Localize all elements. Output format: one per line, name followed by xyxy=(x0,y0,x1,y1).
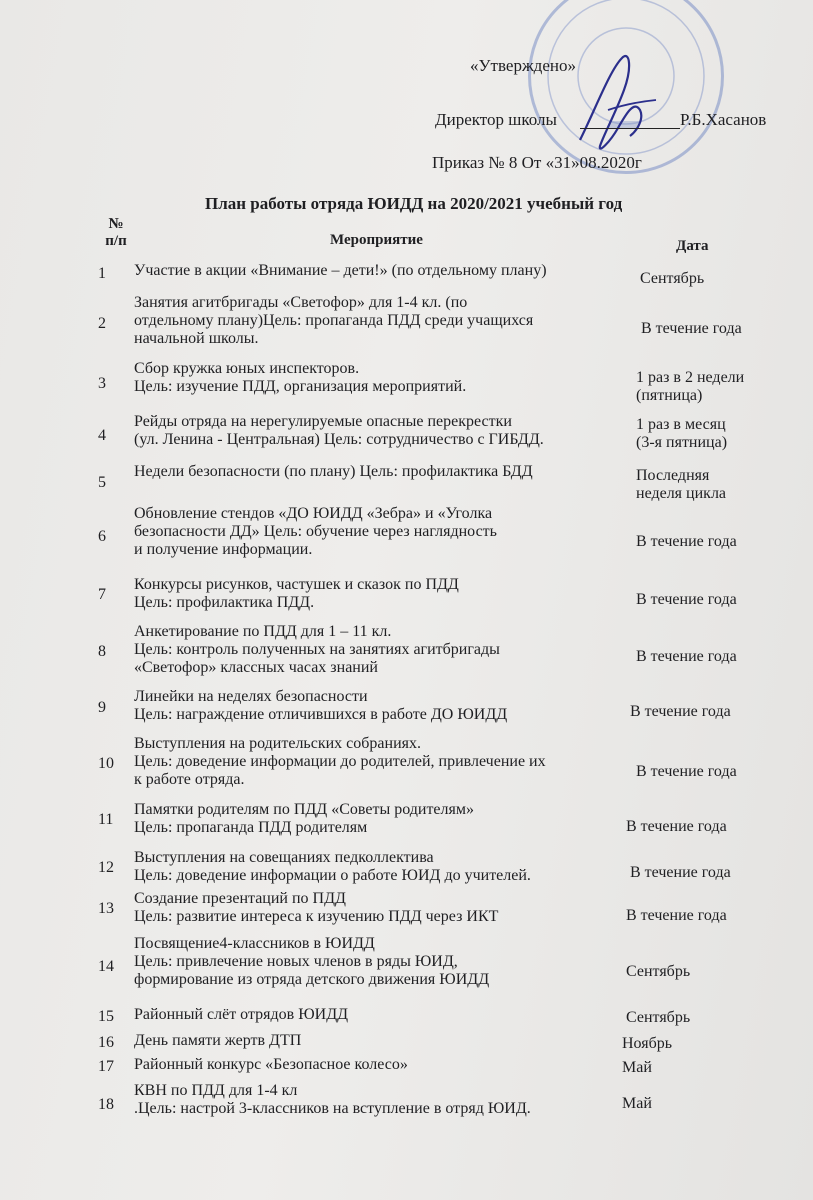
event-line: Создание презентаций по ПДД xyxy=(134,890,346,907)
event-line: День памяти жертв ДТП xyxy=(134,1032,302,1049)
row-number: 1 xyxy=(98,265,106,282)
date-line: В течение года xyxy=(626,818,727,835)
row-number: 11 xyxy=(98,811,114,828)
event-line: Сбор кружка юных инспекторов. xyxy=(134,360,360,377)
row-event xyxy=(134,294,614,348)
row-date xyxy=(636,648,737,666)
date-line: В течение года xyxy=(630,703,731,720)
event-line: отдельному плану)Цель: пропаганда ПДД среди учащихся xyxy=(134,312,534,329)
event-line: Выступления на родительских собраниях. xyxy=(134,735,421,752)
event-line: Цель: изучение ПДД, организация мероприятий. xyxy=(134,378,467,395)
row-event xyxy=(134,1056,614,1074)
event-line: Цель: награждение отличившихся в работе ДО ЮИДД xyxy=(134,706,508,723)
table-row xyxy=(0,360,813,410)
event-line: .Цель: настрой 3-классников на вступление в отряд ЮИД. xyxy=(134,1100,531,1117)
date-line: Май xyxy=(622,1095,652,1112)
date-line: Сентябрь xyxy=(626,1009,691,1026)
date-line: 1 раз в 2 недели xyxy=(636,369,745,386)
row-event xyxy=(134,413,614,449)
date-line: (3-я пятница) xyxy=(636,434,728,451)
event-line: Посвящение4-классников в ЮИДД xyxy=(134,935,375,952)
event-line: к работе отряда. xyxy=(134,771,245,788)
table-row xyxy=(0,890,813,930)
row-date xyxy=(636,369,744,405)
row-date xyxy=(636,591,737,609)
row-date xyxy=(636,763,737,781)
row-number: 12 xyxy=(98,859,114,876)
signature-line xyxy=(580,128,680,129)
row-event xyxy=(134,735,614,789)
table-row xyxy=(0,262,813,288)
row-date xyxy=(641,320,742,338)
table-row xyxy=(0,1032,813,1056)
row-event xyxy=(134,935,614,989)
row-number: 16 xyxy=(98,1034,114,1051)
date-line: В течение года xyxy=(636,763,737,780)
row-event xyxy=(134,262,614,280)
director-label: Директор школы xyxy=(435,110,557,129)
table-row xyxy=(0,623,813,683)
row-number: 17 xyxy=(98,1058,114,1075)
header-number: № п/п xyxy=(105,216,127,249)
event-line: Памятки родителям по ПДД «Советы родителям» xyxy=(134,801,474,818)
table-row xyxy=(0,1056,813,1080)
event-line: и получение информации. xyxy=(134,541,313,558)
row-number: 15 xyxy=(98,1008,114,1025)
table-row xyxy=(0,735,813,795)
table-row xyxy=(0,1006,813,1030)
row-date xyxy=(636,467,726,503)
row-date xyxy=(630,703,731,721)
date-line: В течение года xyxy=(626,907,727,924)
director-name: Р.Б.Хасанов xyxy=(680,110,767,129)
row-date xyxy=(626,963,690,981)
date-line: В течение года xyxy=(636,533,737,550)
event-line: Цель: профилактика ПДД. xyxy=(134,594,315,611)
row-event xyxy=(134,505,614,559)
event-line: Линейки на неделях безопасности xyxy=(134,688,368,705)
date-line: В течение года xyxy=(641,320,742,337)
date-line: В течение года xyxy=(630,864,731,881)
row-event xyxy=(134,1032,614,1050)
row-date xyxy=(622,1059,652,1077)
event-line: Цель: развитие интереса к изучению ПДД через ИКТ xyxy=(134,908,499,925)
header-date: Дата xyxy=(676,238,709,254)
table-row xyxy=(0,688,813,730)
row-number: 3 xyxy=(98,375,106,392)
table-row xyxy=(0,505,813,571)
table-row xyxy=(0,1082,813,1130)
row-number: 9 xyxy=(98,699,106,716)
row-date xyxy=(626,1009,690,1027)
table-row xyxy=(0,413,813,461)
row-date xyxy=(630,864,731,882)
order-reference: Приказ № 8 От «31»08.2020г xyxy=(432,153,642,172)
event-line: формирование из отряда детского движения ЮИДД xyxy=(134,971,490,988)
date-line: (пятница) xyxy=(636,387,703,404)
event-line: Цель: доведение информации до родителей, привлечение их xyxy=(134,753,546,770)
row-event xyxy=(134,688,614,724)
date-line: Сентябрь xyxy=(640,270,705,287)
event-line: Районный слёт отрядов ЮИДД xyxy=(134,1006,349,1023)
director-signature xyxy=(560,50,680,160)
event-line: (ул. Ленина - Центральная) Цель: сотрудничество с ГИБДД. xyxy=(134,431,544,448)
row-date xyxy=(626,818,727,836)
date-line: В течение года xyxy=(636,591,737,608)
table-row xyxy=(0,463,813,505)
event-line: Участие в акции «Внимание – дети!» (по отдельному плану) xyxy=(134,262,547,279)
date-line: Май xyxy=(622,1059,652,1076)
document-title: План работы отряда ЮИДД на 2020/2021 учебный год xyxy=(205,194,623,213)
date-line: В течение года xyxy=(636,648,737,665)
row-number: 14 xyxy=(98,957,114,975)
row-event xyxy=(134,623,614,677)
event-line: Конкурсы рисунков, частушек и сказок по ПДД xyxy=(134,576,459,593)
table-row xyxy=(0,294,813,356)
row-event xyxy=(134,576,614,612)
row-date xyxy=(622,1035,672,1053)
date-line: Последняя xyxy=(636,467,710,484)
event-line: Выступления на совещаниях педколлектива xyxy=(134,849,434,866)
date-line: неделя цикла xyxy=(636,485,727,502)
event-line: «Светофор» классных часах знаний xyxy=(134,659,378,676)
event-line: Цель: доведение информации о работе ЮИД до учителей. xyxy=(134,867,531,884)
row-date xyxy=(626,907,727,925)
row-number: 4 xyxy=(98,427,106,444)
date-line: Сентябрь xyxy=(626,963,691,980)
event-line: Недели безопасности (по плану) Цель: профилактика БДД xyxy=(134,463,533,480)
row-number: 6 xyxy=(98,528,106,545)
row-number: 7 xyxy=(98,586,106,603)
row-event xyxy=(134,849,614,885)
event-line: Анкетирование по ПДД для 1 – 11 кл. xyxy=(134,623,392,640)
row-number: 10 xyxy=(98,755,114,772)
row-event xyxy=(134,1006,614,1024)
row-number: 5 xyxy=(98,474,106,491)
row-number: 13 xyxy=(98,900,114,917)
event-line: начальной школы. xyxy=(134,330,259,347)
event-line: Рейды отряда на нерегулируемые опасные перекрестки xyxy=(134,413,512,430)
header-event: Мероприятие xyxy=(330,232,423,248)
row-date xyxy=(636,533,737,551)
row-event xyxy=(134,463,614,481)
event-line: Районный конкурс «Безопасное колесо» xyxy=(134,1056,408,1073)
row-number: 18 xyxy=(98,1096,114,1113)
row-number: 2 xyxy=(98,315,106,332)
event-line: Цель: привлечение новых членов в ряды ЮИД, xyxy=(134,953,458,970)
table-row xyxy=(0,576,813,616)
event-line: Цель: контроль полученных на занятиях агитбригады xyxy=(134,641,500,658)
date-line: Ноябрь xyxy=(622,1035,673,1052)
event-line: безопасности ДД» Цель: обучение через наглядность xyxy=(134,523,497,540)
event-line: Цель: пропаганда ПДД родителям xyxy=(134,819,368,836)
row-date xyxy=(622,1095,652,1113)
row-date xyxy=(636,416,727,452)
table-row xyxy=(0,849,813,889)
row-date xyxy=(640,270,704,288)
approval-title: «Утверждено» xyxy=(470,56,576,75)
row-event xyxy=(134,890,614,926)
table-row xyxy=(0,801,813,841)
row-event xyxy=(134,801,614,837)
row-event xyxy=(134,1082,614,1118)
event-line: Занятия агитбригады «Светофор» для 1-4 кл. (по xyxy=(134,294,468,311)
table-row xyxy=(0,935,813,1000)
row-number: 8 xyxy=(98,643,106,660)
row-event xyxy=(134,360,614,396)
date-line: 1 раз в месяц xyxy=(636,416,726,433)
event-line: Обновление стендов «ДО ЮИДД «Зебра» и «Уголка xyxy=(134,505,493,522)
event-line: КВН по ПДД для 1-4 кл xyxy=(134,1082,298,1099)
